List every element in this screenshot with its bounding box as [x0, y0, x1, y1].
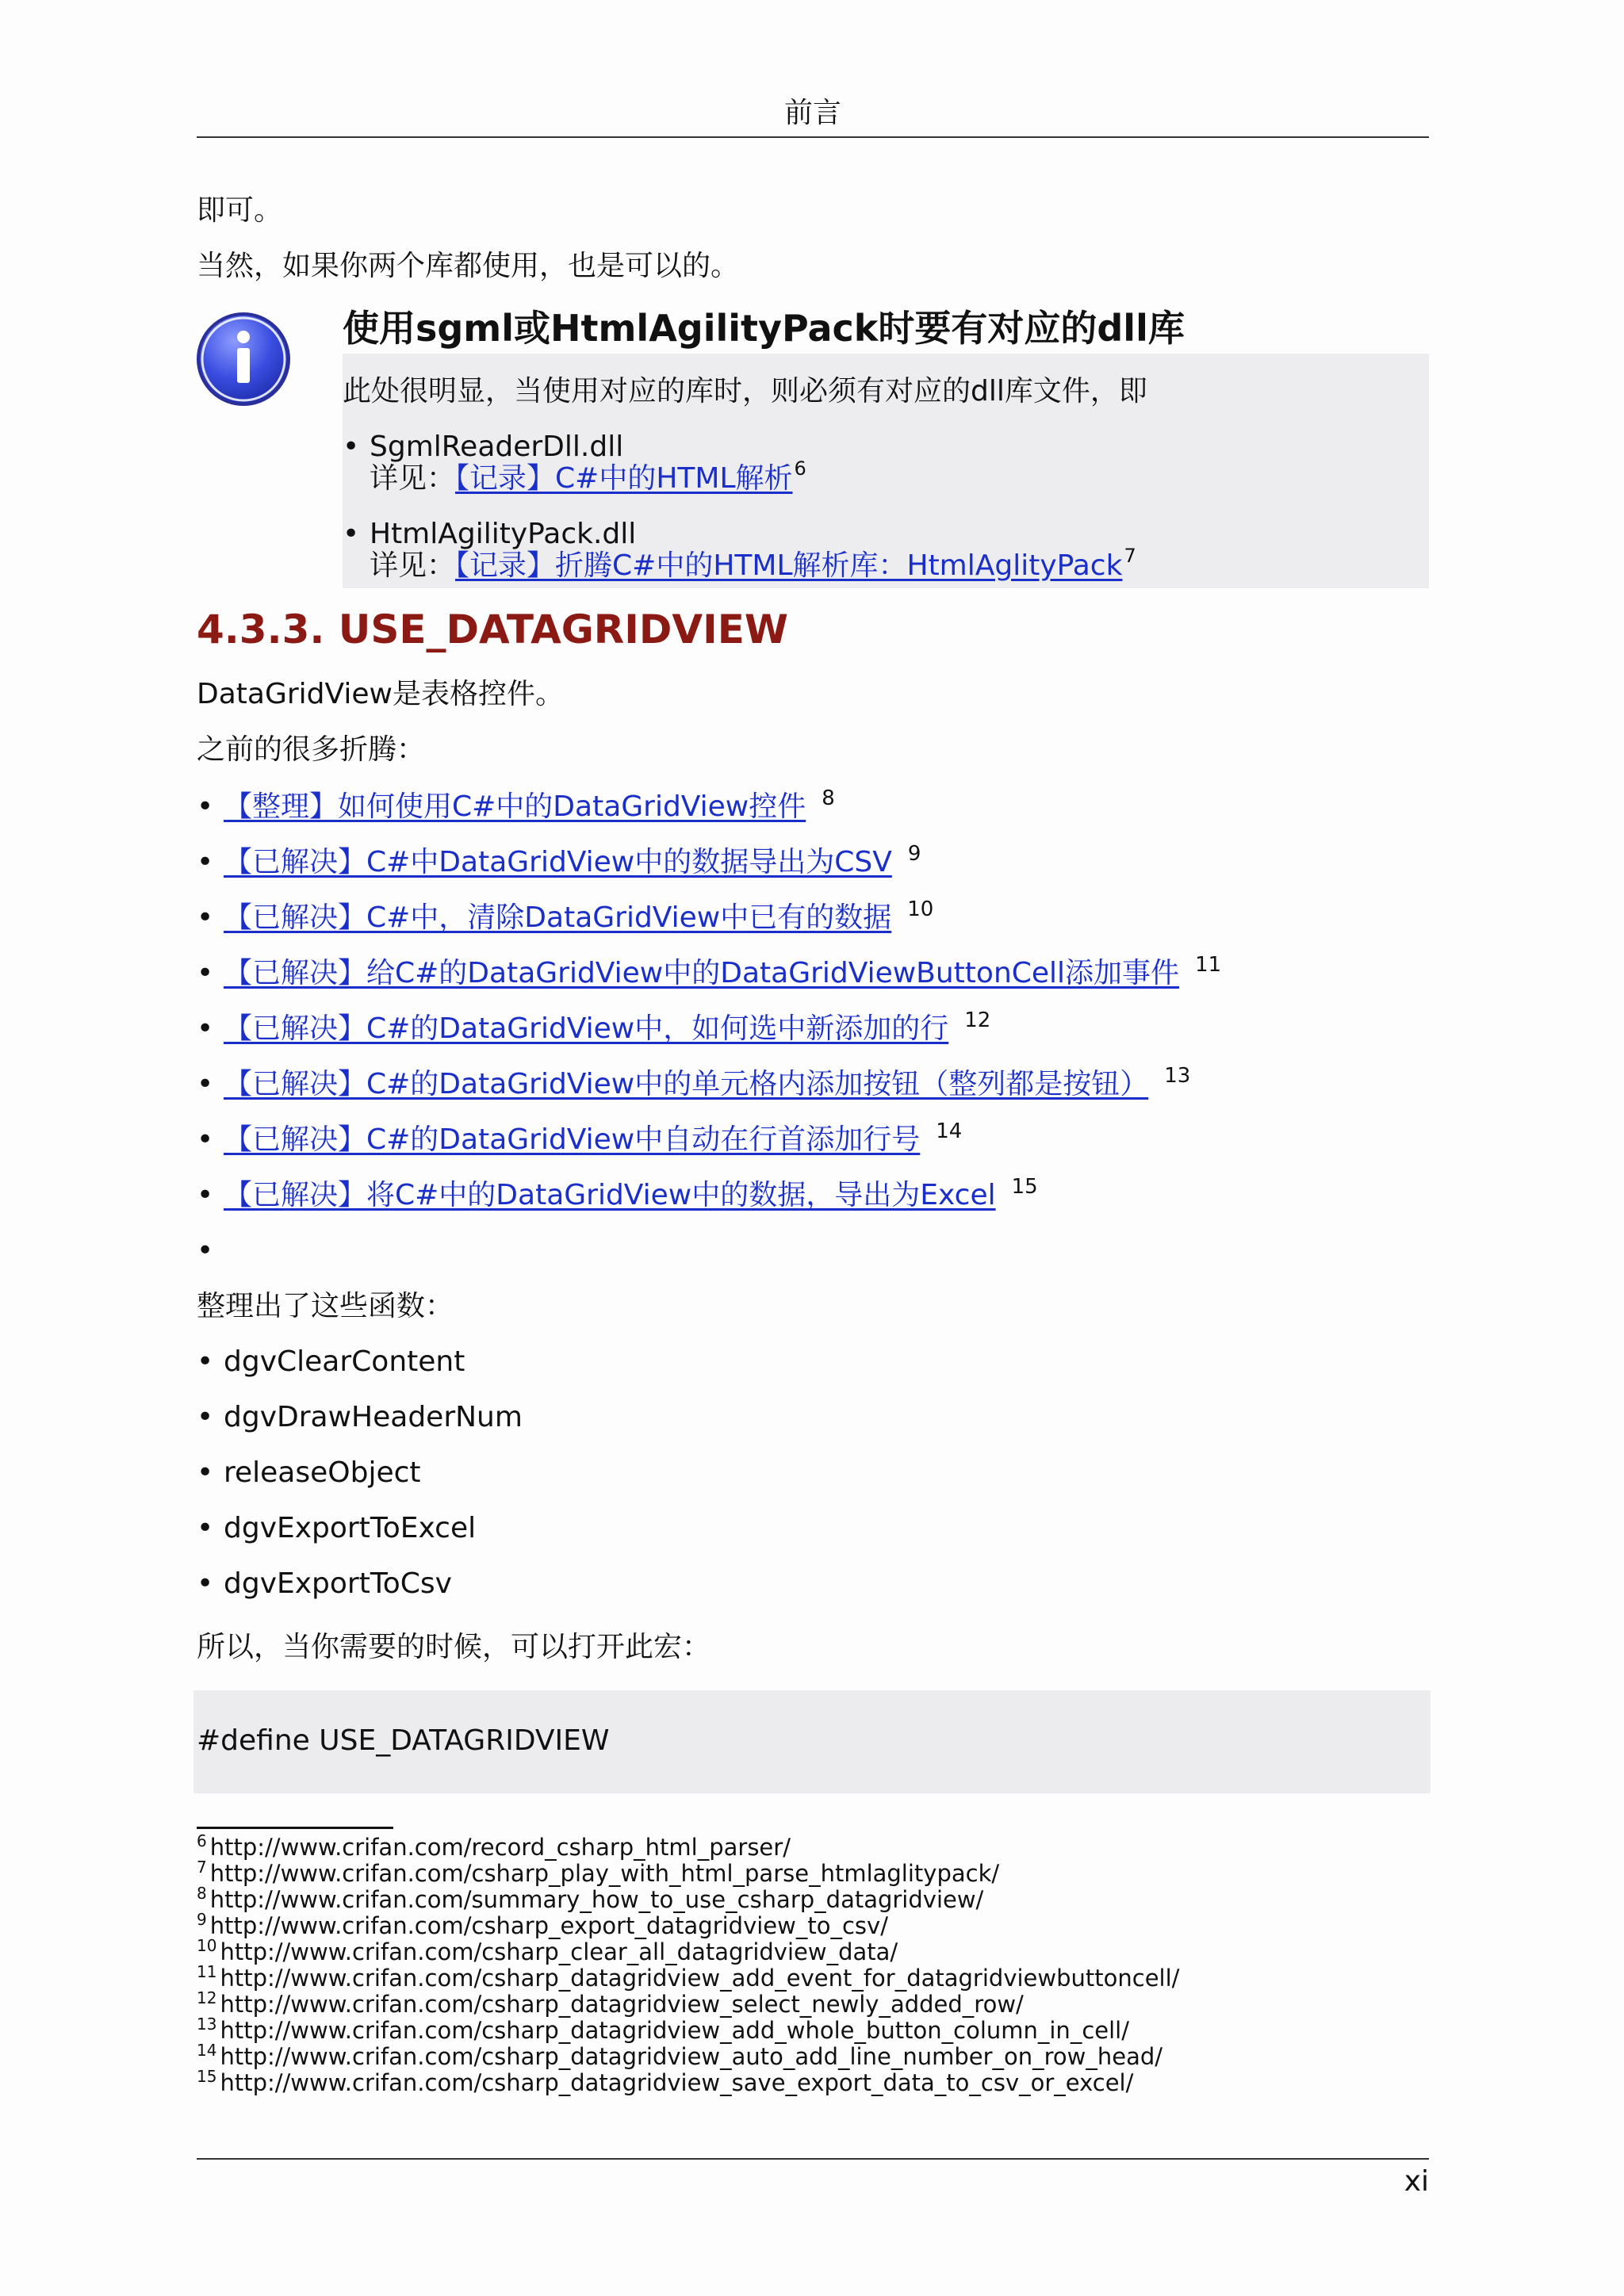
- footnote: [197, 2041, 1163, 2072]
- footnote-url[interactable]: http://www.crifan.com/csharp_play_with_html_parse_htmlaglitypack/: [209, 1860, 1000, 1887]
- function-name: dgvClearContent: [224, 1345, 465, 1378]
- link-item[interactable]: 【整理】如何使用C#中的DataGridView控件: [224, 790, 806, 823]
- header-divider: [197, 136, 1429, 138]
- function-name: dgvDrawHeaderNum: [224, 1401, 523, 1433]
- function-item: • dgvClearContent: [197, 1345, 465, 1378]
- link-item[interactable]: 【已解决】C#的DataGridView中的单元格内添加按钮（整列都是按钮）: [224, 1068, 1149, 1100]
- list-item: • 【已解决】C#的DataGridView中的单元格内添加按钮（整列都是按钮） $^{13}$: [197, 1064, 1191, 1100]
- footnote-url[interactable]: http://www.crifan.com/summary_how_to_use_csharp_datagridview/: [209, 1886, 984, 1913]
- dll-name: SgmlReaderDll.dll: [370, 430, 624, 463]
- link-item[interactable]: 【已解决】C#中DataGridView中的数据导出为CSV: [224, 846, 892, 878]
- footnote-number: 15: [197, 2067, 217, 2086]
- list-item: • 【已解决】C#的DataGridView中，如何选中新添加的行 $^{12}$: [197, 1008, 991, 1045]
- admonition-item-2: • HtmlAgilityPack.dll: [343, 518, 637, 550]
- footnote-number: 8: [197, 1884, 207, 1903]
- link-item[interactable]: 【已解决】给C#的DataGridView中的DataGridViewButtonCell添加事件: [224, 957, 1180, 989]
- list-item: • 【已解决】C#的DataGridView中自动在行首添加行号 $^{14}$: [197, 1119, 963, 1156]
- see-label: 详见：: [370, 549, 456, 582]
- footnote-number: 12: [197, 1988, 217, 2007]
- footnote-number: 7: [197, 1858, 207, 1877]
- footnote-ref[interactable]: 7: [1124, 545, 1136, 567]
- section-before-text: 之前的很多折腾：: [197, 733, 426, 766]
- page-number: xi: [1404, 2165, 1429, 2198]
- footnote-ref[interactable]: 14: [936, 1119, 963, 1143]
- list-item: • 【已解决】将C#中的DataGridView中的数据，导出为Excel $^{15}$: [197, 1175, 1038, 1211]
- footnote-ref[interactable]: 15: [1011, 1175, 1038, 1199]
- intro-line-2: 当然，如果你两个库都使用，也是可以的。: [197, 250, 740, 282]
- footnote: [197, 1858, 1000, 1889]
- link-item[interactable]: 【已解决】将C#中的DataGridView中的数据，导出为Excel: [224, 1179, 996, 1211]
- footnote-url[interactable]: http://www.crifan.com/csharp_datagridview_add_event_for_datagridviewbuttoncell/: [220, 1965, 1180, 1992]
- function-item: • dgvDrawHeaderNum: [197, 1401, 523, 1433]
- footnote-ref[interactable]: 12: [964, 1008, 991, 1032]
- admonition-title: 使用sgml或HtmlAgilityPack时要有对应的dll库: [343, 307, 1185, 350]
- link-csharp-html-parse[interactable]: 【记录】C#中的HTML解析: [455, 462, 793, 495]
- list-item: • 【整理】如何使用C#中的DataGridView控件 $^8$: [197, 786, 835, 823]
- footnote-url[interactable]: http://www.crifan.com/csharp_datagridview_select_newly_added_row/: [220, 1991, 1024, 2018]
- admonition-item-1-see: [370, 457, 806, 499]
- footnote: [197, 1910, 888, 1942]
- footnote: [197, 2015, 1129, 2046]
- footnote-ref[interactable]: 9: [907, 842, 921, 866]
- footnote-divider: [197, 1827, 393, 1829]
- empty-list-item: •: [197, 1234, 214, 1267]
- footnote-number: 10: [197, 1936, 217, 1955]
- footnote: [197, 1962, 1180, 1994]
- footnote-number: 6: [197, 1831, 207, 1850]
- page-header-title: 前言: [783, 97, 841, 129]
- footnote-url[interactable]: http://www.crifan.com/csharp_datagridview_save_export_data_to_csv_or_excel/: [220, 2069, 1134, 2096]
- link-item[interactable]: 【已解决】C#的DataGridView中，如何选中新添加的行: [224, 1012, 949, 1045]
- section-description: DataGridView是表格控件。: [197, 678, 564, 710]
- section-heading: 4.3.3. USE_DATAGRIDVIEW: [197, 607, 789, 652]
- macro-intro: 所以，当你需要的时候，可以打开此宏：: [197, 1631, 711, 1663]
- footnote-number: 13: [197, 2015, 217, 2034]
- list-item: • 【已解决】给C#的DataGridView中的DataGridViewButtonCell添加事件 $^{11}$: [197, 953, 1222, 989]
- footnote-ref[interactable]: 13: [1164, 1064, 1191, 1088]
- footnote-ref[interactable]: 10: [907, 897, 934, 921]
- footnote-ref[interactable]: 6: [794, 457, 806, 480]
- footer-divider: [197, 2158, 1429, 2160]
- info-icon: [195, 311, 292, 408]
- function-name: dgvExportToCsv: [224, 1567, 452, 1600]
- footnote: [197, 1988, 1024, 2020]
- function-item: • releaseObject: [197, 1456, 421, 1489]
- footnote-number: 9: [197, 1910, 207, 1929]
- admonition-text: 此处很明显，当使用对应的库时，则必须有对应的dll库文件，即: [343, 375, 1147, 408]
- footnote-url[interactable]: http://www.crifan.com/record_csharp_html_parser/: [209, 1834, 791, 1861]
- function-name: releaseObject: [224, 1456, 421, 1489]
- footnote-url[interactable]: http://www.crifan.com/csharp_datagridview_add_whole_button_column_in_cell/: [220, 2017, 1129, 2044]
- footnote: [197, 1936, 898, 1968]
- intro-line-1: 即可。: [197, 194, 283, 227]
- list-item: • 【已解决】C#中DataGridView中的数据导出为CSV $^9$: [197, 842, 921, 878]
- functions-intro: 整理出了这些函数：: [197, 1290, 454, 1322]
- link-item[interactable]: 【已解决】C#的DataGridView中自动在行首添加行号: [224, 1123, 921, 1156]
- admonition-item-1: • SgmlReaderDll.dll: [343, 430, 624, 463]
- function-name: dgvExportToExcel: [224, 1512, 477, 1544]
- footnote: [197, 1884, 984, 1915]
- dll-name: HtmlAgilityPack.dll: [370, 518, 637, 550]
- footnote-url[interactable]: http://www.crifan.com/csharp_datagridview_auto_add_line_number_on_row_head/: [220, 2043, 1163, 2070]
- footnote-url[interactable]: http://www.crifan.com/csharp_export_datagridview_to_csv/: [209, 1912, 888, 1939]
- footnote: [197, 1831, 791, 1863]
- footnote-url[interactable]: http://www.crifan.com/csharp_clear_all_datagridview_data/: [220, 1938, 898, 1965]
- link-item[interactable]: 【已解决】C#中，清除DataGridView中已有的数据: [224, 901, 892, 934]
- see-label: 详见：: [370, 462, 456, 495]
- footnote: [197, 2067, 1134, 2099]
- function-item: • dgvExportToExcel: [197, 1512, 477, 1544]
- footnote-number: 14: [197, 2041, 217, 2060]
- link-htmlagilitypack[interactable]: 【记录】折腾C#中的HTML解析库：HtmlAglityPack: [455, 549, 1123, 582]
- footnote-ref[interactable]: 8: [822, 786, 835, 810]
- footnote-number: 11: [197, 1962, 217, 1981]
- function-item: • dgvExportToCsv: [197, 1567, 452, 1600]
- code-line: #define USE_DATAGRIDVIEW: [197, 1724, 610, 1757]
- admonition-item-2-see: [370, 545, 1136, 586]
- list-item: • 【已解决】C#中，清除DataGridView中已有的数据 $^{10}$: [197, 897, 934, 934]
- footnote-ref[interactable]: 11: [1195, 953, 1222, 977]
